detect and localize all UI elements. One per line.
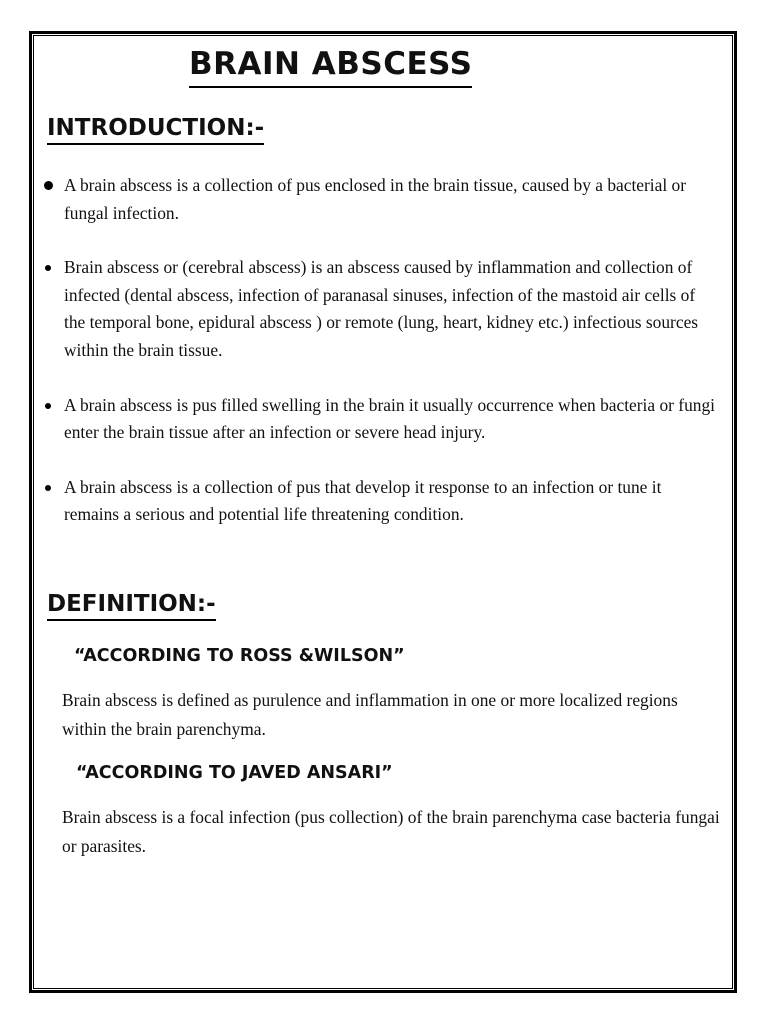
list-item [40,254,720,364]
source-heading-javed-ansari: “ACCORDING TO JAVED ANSARI” [76,763,393,783]
introduction-heading: INTRODUCTION:- [47,113,264,145]
definition-text-ross-wilson: Brain abscess is defined as purulence and inflammation in one or more localized regions within the brain parenchyma. [62,690,678,739]
bullet-icon [45,403,51,409]
list-item [40,392,720,447]
source-heading-ross-wilson: “ACCORDING TO ROSS &WILSON” [74,646,405,666]
bullet-text: A brain abscess is a collection of pus that develop it response to an infection or tune it remains a serious and potential life threatening condition. [64,476,662,525]
bullet-text: A brain abscess is pus filled swelling in the brain it usually occurrence when bacteria or fungi enter the brain tissue after an infection or severe head injury. [64,394,715,443]
document-title: BRAIN ABSCESS [189,42,472,88]
bullet-icon [45,265,51,271]
definition-heading: DEFINITION:- [47,589,216,621]
definition-text-javed-ansari: Brain abscess is a focal infection (pus collection) of the brain parenchyma case bacteria fungai or parasites. [62,807,720,856]
bullet-icon [45,485,51,491]
bullet-text: A brain abscess is a collection of pus enclosed in the brain tissue, caused by a bacterial or fungal infection. [64,175,687,223]
bullet-icon [44,181,53,190]
list-item [40,172,720,227]
bullet-text: Brain abscess or (cerebral abscess) is an abscess caused by inflammation and collection of infected (dental abscess, infection of paranasal sinuses, infection of the mastoid air cells of the temporal bone, epidural abscess ) or remote (lung, heart, kidney etc.) infectious sources within the brain tissue. [64,257,699,360]
list-item [40,474,720,529]
introduction-bullet-list [40,172,720,556]
